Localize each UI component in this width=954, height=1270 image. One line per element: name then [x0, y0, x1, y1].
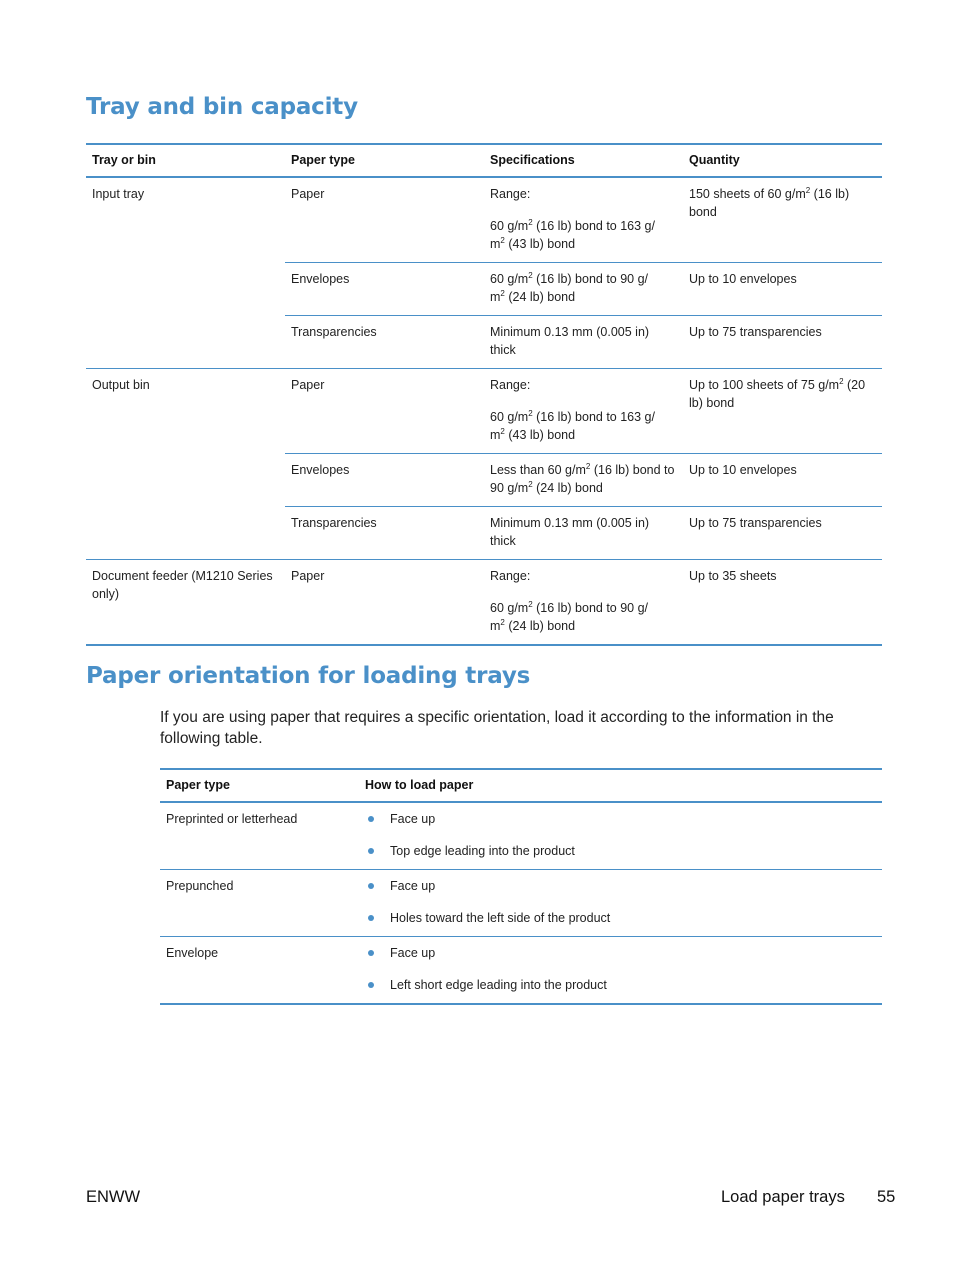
spec-cell: Minimum 0.13 mm (0.005 in) thick	[484, 316, 683, 369]
tray-capacity-table	[86, 143, 882, 646]
list-item	[365, 944, 876, 962]
paper-type-cell: Paper	[285, 560, 484, 646]
spec-text: 60 g/m	[490, 410, 529, 424]
list-item-text: Top edge leading into the product	[390, 844, 575, 858]
footer-section-name: Load paper trays	[721, 1188, 845, 1206]
paper-type-cell: Paper	[291, 187, 325, 201]
spec-text: (43 lb) bond	[504, 237, 576, 251]
spec-text: 60 g/m	[490, 601, 529, 615]
column-header: Specifications	[490, 153, 575, 167]
column-header: How to load paper	[365, 778, 474, 792]
superscript: 2	[500, 288, 505, 298]
how-to-load-cell	[359, 870, 882, 937]
intro-paragraph: If you are using paper that requires a specific orientation, load it according to the information in the following table.	[160, 709, 834, 747]
footer-left-label: ENWW	[86, 1188, 141, 1206]
spec-text: 60 g/m	[490, 219, 529, 233]
spec-text: (24 lb) bond	[504, 290, 576, 304]
table-header-row	[86, 144, 882, 177]
paper-type-cell: Preprinted or letterhead	[166, 812, 298, 826]
bullet-icon	[368, 848, 374, 854]
tray-name-cell: Output bin	[86, 369, 285, 560]
paper-type-cell: Transparencies	[285, 507, 484, 560]
quantity-text: 150 sheets of 60 g/m	[689, 187, 806, 201]
spec-cell	[484, 560, 683, 646]
superscript: 2	[500, 426, 505, 436]
column-header: Tray or bin	[92, 153, 156, 167]
table-row	[86, 369, 882, 454]
column-header: Quantity	[689, 153, 740, 167]
table-header-row	[160, 769, 882, 802]
bullet-icon	[368, 950, 374, 956]
superscript: 2	[528, 408, 533, 418]
spec-cell	[484, 177, 683, 263]
superscript: 2	[528, 599, 533, 609]
superscript: 2	[528, 217, 533, 227]
tray-name-cell: Input tray	[92, 187, 145, 201]
spec-text: (16 lb) bond to 90 g/m	[490, 463, 675, 495]
paper-type-cell: Transparencies	[285, 316, 484, 369]
list-item	[365, 909, 876, 927]
spec-text: (16 lb) bond to 163 g/	[532, 410, 655, 424]
quantity-cell	[683, 177, 882, 263]
superscript: 2	[585, 461, 591, 471]
superscript: 2	[528, 479, 533, 489]
spec-cell	[484, 263, 683, 316]
superscript: 2	[839, 376, 844, 386]
spec-range-label: Range:	[490, 569, 531, 583]
page-number: 55	[877, 1188, 896, 1206]
spec-text: Less than 60 g/m	[490, 463, 586, 477]
quantity-text: (20 lb) bond	[689, 378, 866, 410]
section-title-paper-orientation: Paper orientation for loading trays	[86, 663, 531, 689]
table-row	[86, 560, 882, 646]
spec-range-label: Range:	[490, 187, 531, 201]
quantity-text: Up to 100 sheets of 75 g/m	[689, 378, 840, 392]
bullet-icon	[368, 883, 374, 889]
list-item	[365, 877, 876, 895]
spec-text: (24 lb) bond	[504, 619, 576, 633]
spec-cell	[484, 454, 683, 507]
how-to-load-cell	[359, 937, 882, 1005]
list-item	[365, 810, 876, 828]
list-item-text: Face up	[390, 879, 436, 893]
spec-cell	[484, 369, 683, 454]
superscript: 2	[500, 617, 505, 627]
column-header: Paper type	[291, 153, 355, 167]
list-item-text: Face up	[390, 946, 436, 960]
tray-name-cell: Document feeder (M1210 Series only)	[86, 560, 285, 646]
column-header: Paper type	[166, 778, 230, 792]
section-title-tray-capacity: Tray and bin capacity	[86, 94, 358, 120]
bullet-icon	[368, 915, 374, 921]
table-row	[160, 937, 882, 1005]
spec-text: (16 lb) bond to 163 g/	[532, 219, 655, 233]
quantity-cell: Up to 35 sheets	[683, 560, 882, 646]
table-row	[86, 177, 882, 263]
spec-text: (16 lb) bond to 90 g/	[532, 601, 649, 615]
quantity-cell: Up to 10 envelopes	[683, 263, 882, 316]
superscript: 2	[500, 235, 505, 245]
paper-type-cell: Envelopes	[285, 454, 484, 507]
quantity-cell: Up to 10 envelopes	[683, 454, 882, 507]
paper-type-cell: Prepunched	[160, 870, 359, 937]
bullet-icon	[368, 816, 374, 822]
list-item	[365, 842, 876, 860]
spec-text: 60 g/m	[490, 272, 529, 286]
list-item	[365, 976, 876, 994]
superscript: 2	[805, 185, 811, 195]
table-row	[160, 802, 882, 870]
spec-text: (16 lb) bond to 90 g/	[532, 272, 649, 286]
paper-type-cell: Envelope	[160, 937, 359, 1005]
spec-cell: Minimum 0.13 mm (0.005 in) thick	[484, 507, 683, 560]
spec-text: m	[490, 237, 501, 251]
quantity-cell	[683, 369, 882, 454]
spec-text: m	[490, 428, 501, 442]
quantity-cell: Up to 75 transparencies	[683, 316, 882, 369]
quantity-text: (16 lb) bond	[689, 187, 850, 219]
spec-text: m	[490, 619, 501, 633]
list-item-text: Face up	[390, 812, 436, 826]
list-item-text: Left short edge leading into the product	[390, 978, 607, 992]
spec-text: (43 lb) bond	[504, 428, 576, 442]
bullet-icon	[368, 982, 374, 988]
paper-type-cell: Envelopes	[285, 263, 484, 316]
spec-text: m	[490, 290, 501, 304]
table-row	[160, 870, 882, 937]
quantity-cell: Up to 75 transparencies	[683, 507, 882, 560]
how-to-load-cell	[359, 802, 882, 870]
spec-text: (24 lb) bond	[532, 481, 603, 495]
paper-orientation-table	[160, 768, 882, 1005]
paper-type-cell: Paper	[285, 369, 484, 454]
superscript: 2	[528, 270, 533, 280]
list-item-text: Holes toward the left side of the product	[390, 911, 611, 925]
spec-range-label: Range:	[490, 378, 531, 392]
